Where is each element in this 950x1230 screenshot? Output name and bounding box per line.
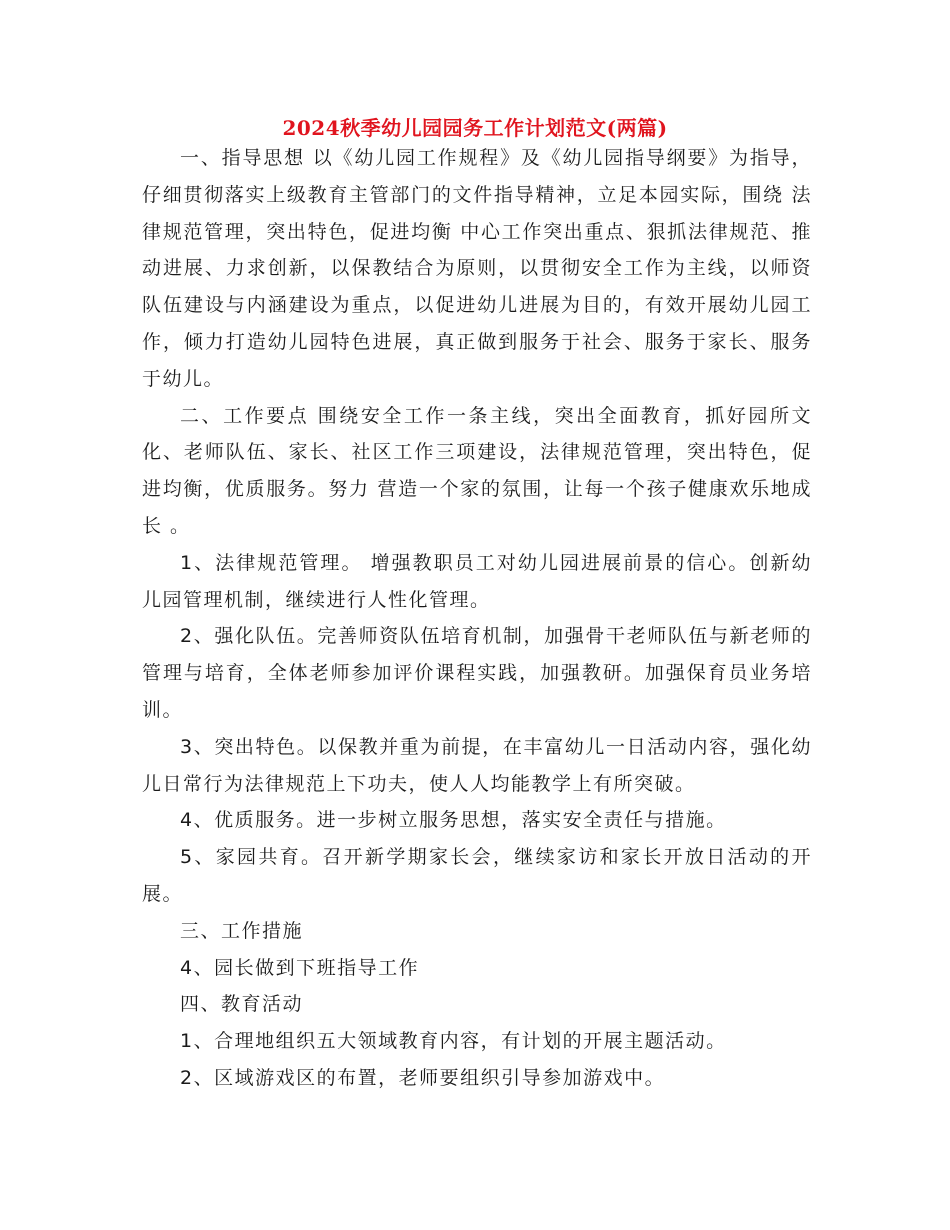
paragraph-features: 3、突出特色。以保教并重为前提，在丰富幼儿一日活动内容，强化幼儿日常行为法律规范上下功夫，使人人均能教学上有所突破。 (142, 735, 812, 795)
paragraph-five-domains: 1、合理地组织五大领域教育内容，有计划的开展主题活动。 (180, 1030, 727, 1053)
paragraph-play-areas: 2、区域游戏区的布置，老师要组织引导参加游戏中。 (180, 1066, 666, 1089)
document-body (142, 140, 812, 1097)
heading-education-activities: 四、教育活动 (180, 993, 304, 1016)
document-title: 2024秋季幼儿园园务工作计划范文(两篇) (282, 116, 668, 140)
paragraph-management: 1、法律规范管理。 增强教职员工对幼儿园进展前景的信心。创新幼儿园管理机制，继续进行人性化管理。 (142, 551, 812, 611)
paragraph-principal: 4、园长做到下班指导工作 (180, 956, 420, 979)
paragraph-team: 2、强化队伍。完善师资队伍培育机制，加强骨干老师队伍与新老师的管理与培育，全体老师参加评价课程实践，加强教研。加强保育员业务培训。 (142, 625, 812, 721)
paragraph-service: 4、优质服务。进一步树立服务思想，落实安全责任与措施。 (180, 809, 727, 832)
heading-work-measures: 三、工作措施 (180, 919, 304, 942)
paragraph-home-school: 5、家园共育。召开新学期家长会，继续家访和家长开放日活动的开展。 (142, 846, 812, 905)
paragraph-guiding-thought: 一、指导思想 以《幼儿园工作规程》及《幼儿园指导纲要》为指导，仔细贯彻落实上级教育主管部门的文件指导精神，立足本园实际，围绕 法律规范管理，突出特色，促进均衡 中心工作突出重点、狠抓法律规范、推动进展、力求创新，以保教结合为原则，以贯彻安全工作为主线，以师资队伍建设与内涵建设为重点，以促进幼儿进展为目的，有效开展幼儿园工作，倾力打造幼儿园特色进展，真正做到服务于社会、服务于家长、服务于幼儿。 (142, 147, 812, 390)
paragraph-work-points: 二、工作要点 围绕安全工作一条主线，突出全面教育，抓好园所文化、老师队伍、家长、社区工作三项建设，法律规范管理，突出特色，促进均衡，优质服务。努力 营造一个家的氛围，让每一个孩子健康欢乐地成长 。 (142, 404, 812, 537)
